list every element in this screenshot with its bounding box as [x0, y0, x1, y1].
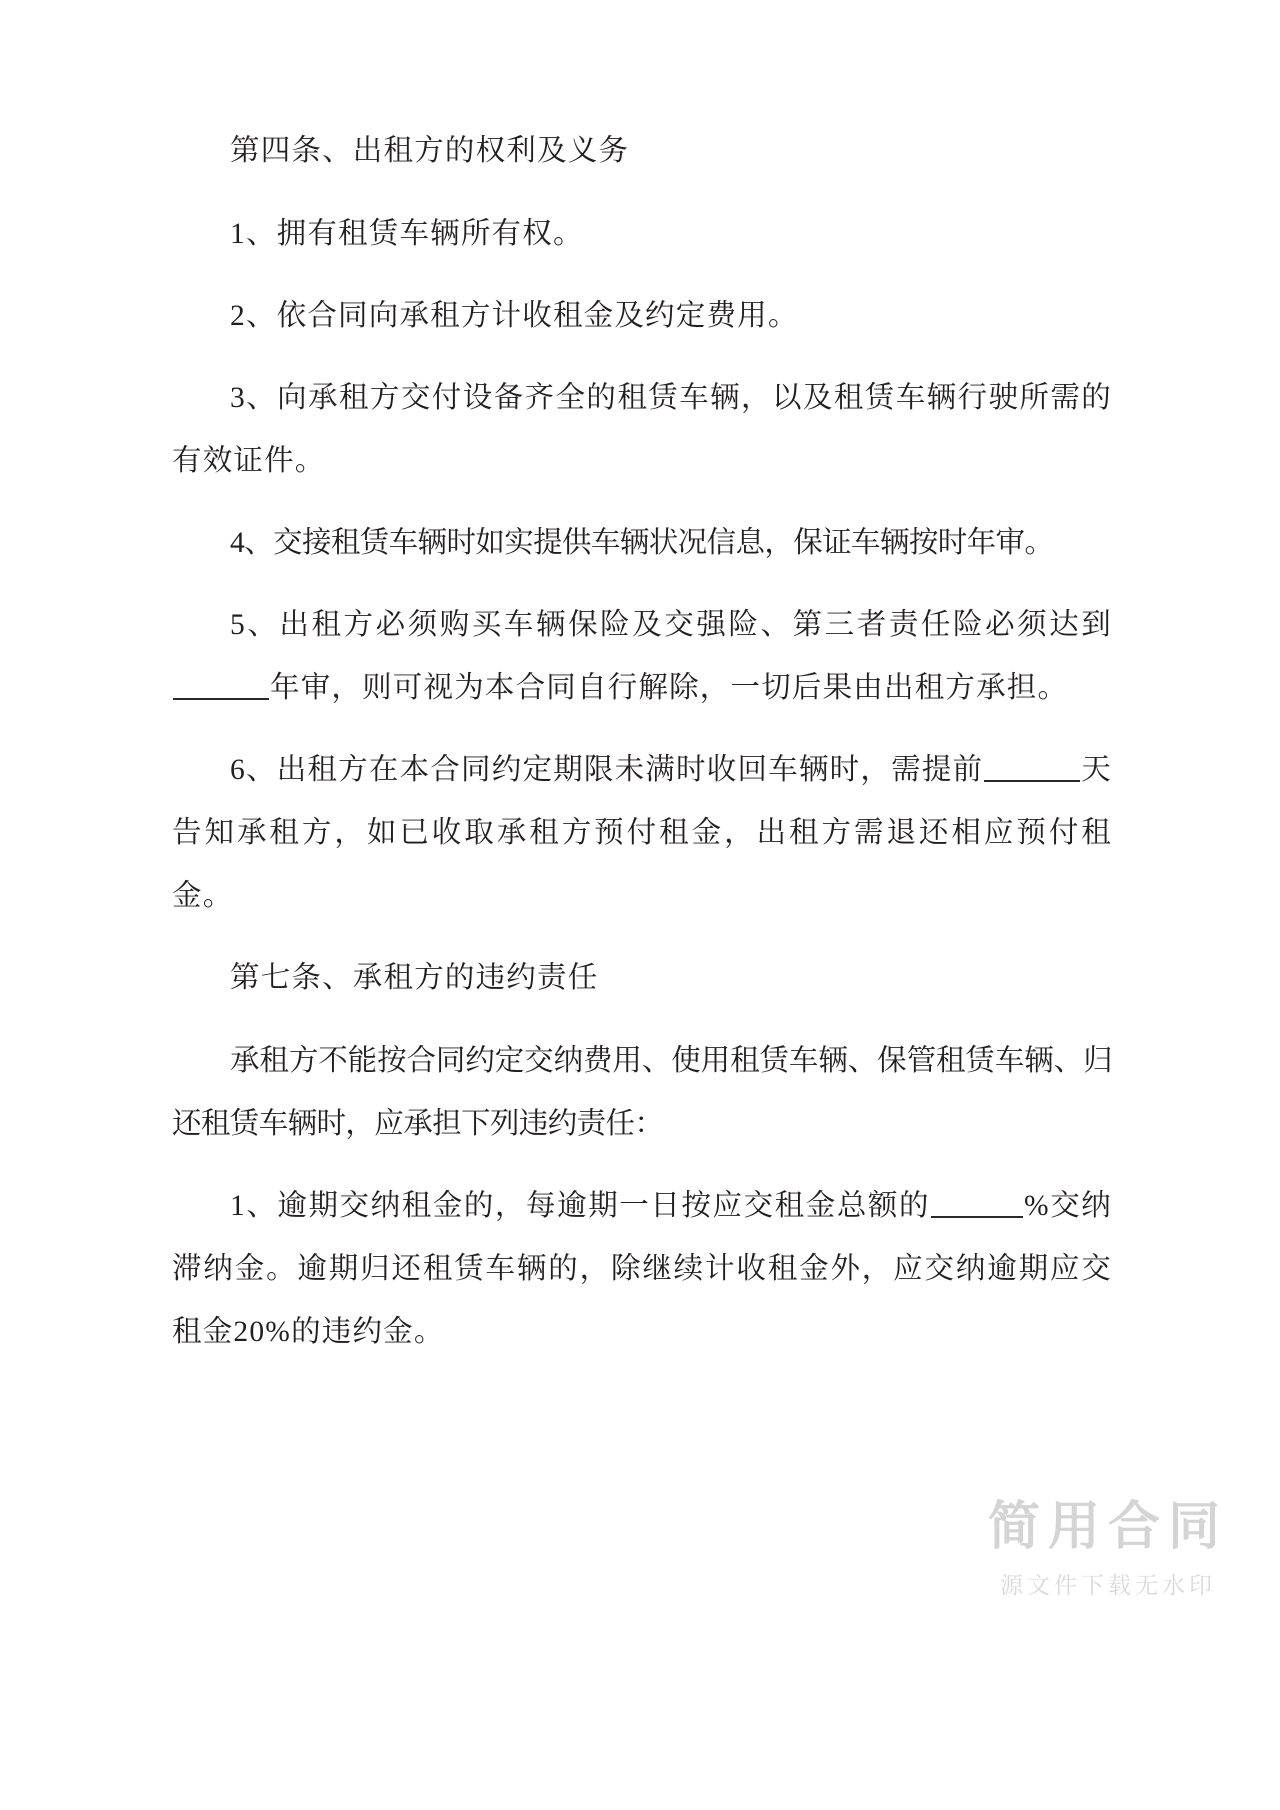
article-4-item-1: 1、拥有租赁车辆所有权。 [230, 218, 584, 250]
article-4-item-2: 2、依合同向承租方计收租金及约定费用。 [230, 300, 799, 332]
article-7-intro: 承租方不能按合同约定交纳费用、使用租赁车辆、保管租赁车辆、归还租赁车辆时，应承担下列违约责任： [172, 1045, 1112, 1140]
article-7-item-1-blank-field[interactable] [931, 1188, 1023, 1218]
watermark-subtitle-text: 源文件下载无水印 [999, 1572, 1216, 1598]
watermark-brand-text: 简用合同 [987, 1498, 1228, 1557]
article-7-item-1-text-after: %交纳滞纳金。逾期归还租赁车辆的，除继续计收租金外，应交纳逾期应交租金20%的违约金。 [172, 1190, 1112, 1348]
article-4-item-4: 4、交接租赁车辆时如实提供车辆状况信息，保证车辆按时年审。 [230, 527, 1054, 559]
article-4-item-6-text-after: 天告知承租方，如已收取承租方预付租金，出租方需退还相应预付租金。 [172, 754, 1112, 912]
article-7-item-1-text-before: 1、逾期交纳租金的，每逾期一日按应交租金总额的 [230, 1190, 931, 1222]
article-7-item-1 [172, 1175, 1112, 1364]
article-4-item-6-blank-field[interactable] [984, 752, 1080, 782]
article-4-item-5-blank-field[interactable] [173, 670, 269, 700]
article-4-heading: 第四条、出租方的权利及义务 [230, 135, 630, 167]
document-body [172, 120, 1112, 1383]
article-4-item-5 [172, 594, 1112, 720]
article-4-item-5-text-before: 5、出租方必须购买车辆保险及交强险、第三者责任险必须达到 [230, 609, 1112, 641]
article-4-item-6 [172, 739, 1112, 928]
article-4-item-6-text-before: 6、出租方在本合同约定期限未满时收回车辆时，需提前 [230, 754, 984, 786]
article-7-heading: 第七条、承租方的违约责任 [230, 962, 599, 994]
article-4-item-3: 3、向承租方交付设备齐全的租赁车辆，以及租赁车辆行驶所需的有效证件。 [172, 382, 1112, 477]
article-4-item-5-text-after: 年审，则可视为本合同自行解除，一切后果由出租方承担。 [270, 672, 1069, 704]
watermark [988, 1498, 1228, 1600]
